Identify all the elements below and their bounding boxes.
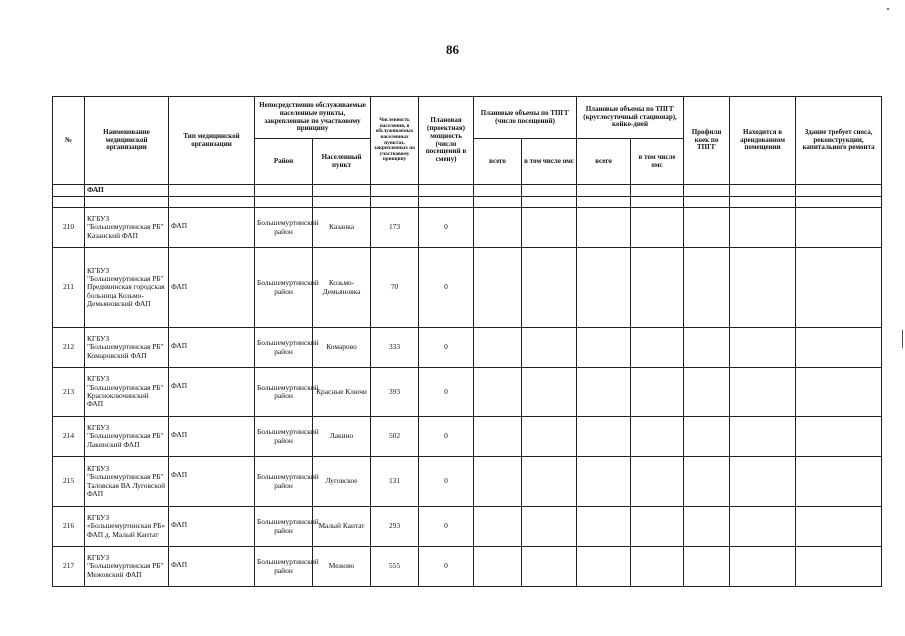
header-visits-total: всего xyxy=(474,139,522,185)
header-capacity: Плановая (проектная) мощность (число посещений в смену) xyxy=(419,97,474,185)
locality: Казанка xyxy=(313,208,371,248)
table-row xyxy=(53,208,882,248)
population: 293 xyxy=(371,507,419,547)
org-name: КГБУЗ "Большемуртинская РБ" Лакинский ФАП xyxy=(85,417,169,457)
header-org-name: Наименование медицинской организации xyxy=(85,97,169,185)
org-type: ФАП xyxy=(169,417,255,457)
page-number: 86 xyxy=(446,42,459,57)
row-no: 216 xyxy=(53,507,85,547)
header-repair: Здание требует сноса, реконструкции, капитального ремонта xyxy=(796,97,882,185)
section-label: ФАП xyxy=(85,185,169,197)
header-beds-oms: в том числе омс xyxy=(631,139,684,185)
district: Большемуртинский район xyxy=(255,417,313,457)
org-name: КГБУЗ "Большемуртинская РБ" Таловская ВА Луговской ФАП xyxy=(85,457,169,507)
header-bed-profile: Профили коек по ТПГГ xyxy=(684,97,730,185)
header-tpgg-beds: Плановые объемы по ТПГГ (круглосуточный стационар), койко-дней xyxy=(577,97,684,139)
header-tpgg-visits: Плановые объемы по ТПГГ (число посещений) xyxy=(474,97,577,139)
header-row-1 xyxy=(53,97,882,139)
org-type: ФАП xyxy=(169,248,255,328)
capacity: 0 xyxy=(419,208,474,248)
locality: Красные Ключи xyxy=(313,368,371,417)
org-type: ФАП xyxy=(169,208,255,248)
capacity: 0 xyxy=(419,417,474,457)
table-row xyxy=(53,417,882,457)
org-name: КГБУЗ "Большемуртинская РБ" Предивинская городская больница Козьмо-Демьяновский ФАП xyxy=(85,248,169,328)
scan-margin-mark xyxy=(902,330,903,348)
population: 70 xyxy=(371,248,419,328)
table-row xyxy=(53,328,882,368)
header-rented: Находится в арендованном помещении xyxy=(730,97,796,185)
org-type: ФАП xyxy=(169,328,255,368)
header-locality: Населенный пункт xyxy=(313,139,371,185)
org-type: ФАП xyxy=(169,457,255,507)
capacity: 0 xyxy=(419,457,474,507)
locality: Лакино xyxy=(313,417,371,457)
org-name: КГБУЗ "Большемуртинская РБ" Красноключинский ФАП xyxy=(85,368,169,417)
table-row xyxy=(53,547,882,587)
row-no: 210 xyxy=(53,208,85,248)
district: Большемуртинский район xyxy=(255,507,313,547)
row-no: 217 xyxy=(53,547,85,587)
header-org-type: Тип медицинской организации xyxy=(169,97,255,185)
capacity: 0 xyxy=(419,507,474,547)
org-type: ФАП xyxy=(169,547,255,587)
population: 555 xyxy=(371,547,419,587)
row-no: 215 xyxy=(53,457,85,507)
header-population: Численность населения, в обслуживаемых населенных пунктах, закрепленных по участковому принципу xyxy=(371,97,419,185)
header-no: № xyxy=(53,97,85,185)
scan-speck xyxy=(887,8,889,10)
section-row xyxy=(53,185,882,197)
capacity: 0 xyxy=(419,328,474,368)
population: 333 xyxy=(371,328,419,368)
capacity: 0 xyxy=(419,547,474,587)
table-header xyxy=(53,97,882,185)
table-row xyxy=(53,368,882,417)
org-type: ФАП xyxy=(169,507,255,547)
district: Большемуртинский район xyxy=(255,457,313,507)
population: 502 xyxy=(371,417,419,457)
row-no: 213 xyxy=(53,368,85,417)
header-served-points: Непосредственно обслуживаемые населенные пункты, закрепленные по участковому принципу xyxy=(255,97,371,139)
population: 131 xyxy=(371,457,419,507)
org-type: ФАП xyxy=(169,368,255,417)
locality: Малый Кантат xyxy=(313,507,371,547)
table-row xyxy=(53,248,882,328)
locality: Межово xyxy=(313,547,371,587)
spacer-row xyxy=(53,197,882,208)
header-visits-oms: в том числе омс xyxy=(522,139,577,185)
locality: Козьмо-Демьяновка xyxy=(313,248,371,328)
row-no: 212 xyxy=(53,328,85,368)
locality: Комарово xyxy=(313,328,371,368)
district: Большемуртинский район xyxy=(255,368,313,417)
district: Большемуртинский район xyxy=(255,208,313,248)
header-district: Район xyxy=(255,139,313,185)
table-row xyxy=(53,457,882,507)
org-name: КГБУЗ "Большемуртинская РБ" Казанский ФАП xyxy=(85,208,169,248)
facilities-table xyxy=(52,96,882,587)
capacity: 0 xyxy=(419,248,474,328)
row-no: 211 xyxy=(53,248,85,328)
row-no: 214 xyxy=(53,417,85,457)
district: Большемуртинский район xyxy=(255,328,313,368)
org-name: КГБУЗ "Большемуртинская РБ" Межовский ФАП xyxy=(85,547,169,587)
header-beds-total: всего xyxy=(577,139,631,185)
capacity: 0 xyxy=(419,368,474,417)
org-name: КГБУЗ «Большемуртинская РБ» ФАП д. Малый Кантат xyxy=(85,507,169,547)
table-row xyxy=(53,507,882,547)
district: Большемуртинский район xyxy=(255,248,313,328)
table-body xyxy=(53,185,882,587)
population: 173 xyxy=(371,208,419,248)
district: Большемуртинский район xyxy=(255,547,313,587)
org-name: КГБУЗ "Большемуртинская РБ" Комаровский ФАП xyxy=(85,328,169,368)
locality: Луговское xyxy=(313,457,371,507)
population: 393 xyxy=(371,368,419,417)
